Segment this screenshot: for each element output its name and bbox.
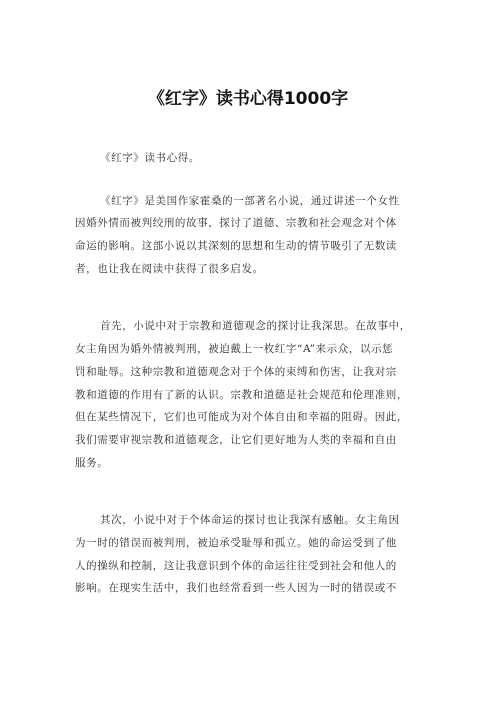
document-title: 《红字》读书心得1000字 <box>147 89 349 109</box>
paragraph-2-line-3: 罚和耻辱。这种宗教和道德观念对于个体的束缚和伤害，让我对宗 <box>75 366 397 378</box>
document-subtitle: 《红字》读书心得。 <box>100 152 200 164</box>
paragraph-2-line-6: 我们需要审视宗教和道德观念，让它们更好地为人类的幸福和自由 <box>75 434 397 446</box>
paragraph-2-line-2: 女主角因为婚外情被判刑，被迫戴上一枚红字“A”来示众，以示惩 <box>75 343 394 355</box>
paragraph-2-line-7: 服务。 <box>75 457 109 469</box>
paragraph-3-line-3: 人的操纵和控制，这让我意识到个体的命运往往受到社会和他人的 <box>75 560 397 572</box>
paragraph-3-line-1: 其次，小说中对于个体命运的探讨也让我深有感触。女主角因 <box>100 514 400 526</box>
paragraph-1-line-1: 《红字》是美国作家霍桑的一部著名小说，通过讲述一个女性 <box>100 195 400 207</box>
paragraph-3-line-4: 影响。在现实生活中，我们也经常看到一些人因为一时的错误或不 <box>75 582 397 594</box>
paragraph-2-line-5: 但在某些情况下，它们也可能成为对个体自由和幸福的阻碍。因此， <box>75 411 408 423</box>
paragraph-2-line-4: 教和道德的作用有了新的认识。宗教和道德是社会规范和伦理准则， <box>75 389 408 401</box>
paragraph-2-line-1: 首先，小说中对于宗教和道德观念的探讨让我深思。在故事中， <box>100 320 411 332</box>
paragraph-1-line-4: 者，也让我在阅读中获得了很多启发。 <box>75 263 264 275</box>
paragraph-1-line-3: 命运的影响。这部小说以其深刻的思想和生动的情节吸引了无数读 <box>75 240 397 252</box>
paragraph-1-line-2: 因婚外情而被判绞刑的故事，探讨了道德、宗教和社会观念对个体 <box>75 217 397 229</box>
paragraph-3-line-2: 为一时的错误而被判刑，被迫承受耻辱和孤立。她的命运受到了他 <box>75 537 397 549</box>
